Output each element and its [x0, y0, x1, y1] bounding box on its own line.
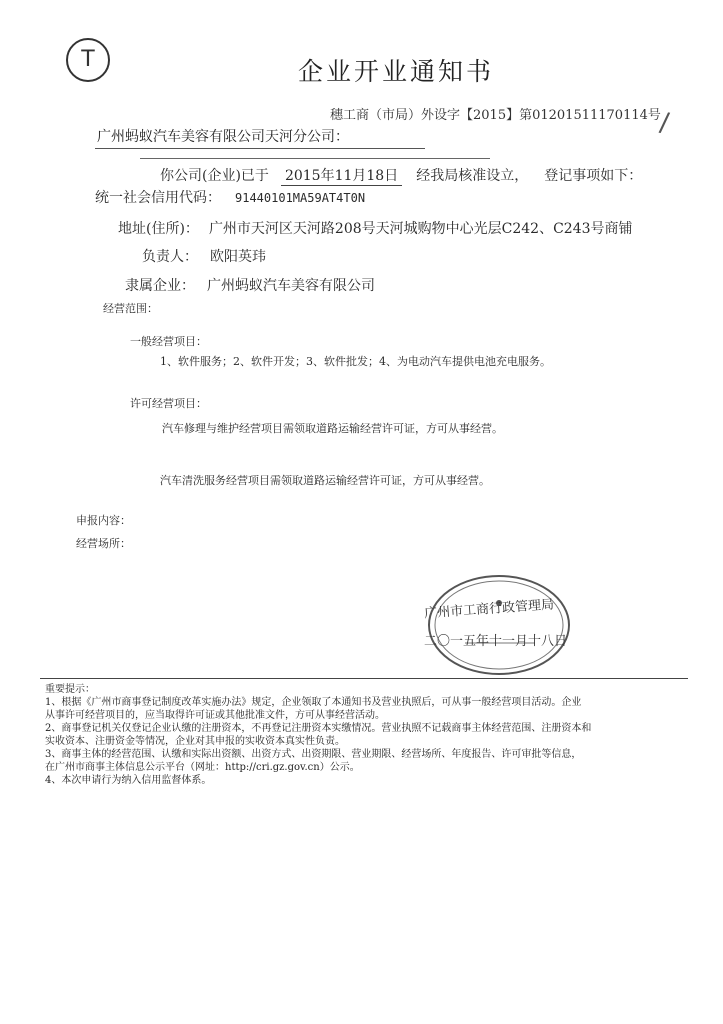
- important-notes: [45, 683, 685, 787]
- recipient-company: 广州蚂蚁汽车美容有限公司天河分公司：: [97, 129, 349, 145]
- business-place-label: 经营场所：: [76, 537, 131, 550]
- official-seal: [425, 573, 573, 678]
- notice-suffix: 登记事项如下：: [544, 168, 643, 184]
- permit-item-repair: 汽车修理与维护经营项目需领取道路运输经营许可证，方可从事经营。: [162, 422, 503, 435]
- person-label: 负责人：: [142, 249, 198, 265]
- notes-heading: 重要提示：: [45, 684, 95, 695]
- person-value: 欧阳英玮: [210, 249, 266, 265]
- general-items-text: 1、软件服务；2、软件开发；3、软件批发；4、为电动汽车提供电池充电服务。: [160, 355, 551, 368]
- notes-item: 4、本次申请行为纳入信用监督体系。: [45, 775, 212, 786]
- recipient-underline: [95, 148, 425, 149]
- seal-issuer: 广州市工商行政管理局: [423, 597, 555, 622]
- credit-code-row: [95, 187, 365, 207]
- affiliation-row: [125, 275, 375, 295]
- address-label: 地址(住所)：: [118, 221, 199, 237]
- notice-prefix: 你公司(企业)已于: [160, 168, 269, 184]
- notes-item: 3、商事主体的经营范围、认缴和实际出资额、出资方式、出资期限、营业期限、经营场所、年度报告、许可审批等信息，: [45, 749, 582, 760]
- person-in-charge-row: [142, 246, 266, 266]
- affiliation-label: 隶属企业：: [125, 278, 195, 294]
- circle-t-mark: T: [66, 38, 110, 82]
- general-items-label: 一般经营项目：: [130, 335, 207, 348]
- notes-divider: [40, 678, 688, 679]
- permit-item-washing: 汽车清洗服务经营项目需领取道路运输经营许可证，方可从事经营。: [160, 474, 490, 487]
- notice-sentence: [160, 165, 642, 186]
- document-title: 企业开业通知书: [298, 57, 495, 86]
- establishment-date: 2015年11月18日: [281, 165, 402, 186]
- notice-underline: [140, 158, 490, 159]
- permit-items-label: 许可经营项目：: [130, 397, 207, 410]
- document-number: 穗工商（市局）外设字【2015】第01201511170114号: [330, 108, 661, 123]
- notice-middle: 经我局核准设立，: [416, 168, 529, 184]
- notes-item: 实收资本、注册资金等情况，企业对其申报的实收资本真实性负责。: [45, 736, 345, 747]
- notes-item: 2、商事登记机关仅登记企业认缴的注册资本，不再登记注册资本实缴情况。营业执照不记载商事主体经营范围、注册资本和: [45, 723, 592, 734]
- business-scope-label: 经营范围：: [103, 302, 158, 315]
- address-value: 广州市天河区天河路208号天河城购物中心光层C242、C243号商铺: [208, 221, 633, 237]
- report-content-label: 申报内容：: [76, 514, 131, 527]
- seal-outer-ring: [429, 576, 569, 674]
- affiliation-value: 广州蚂蚁汽车美容有限公司: [207, 278, 375, 294]
- handwritten-slash-mark: /: [657, 107, 671, 139]
- notes-item: 在广州市商事主体信息公示平台（网址：http://cri.gz.gov.cn）公示。: [45, 762, 360, 773]
- notes-item: 1、根据《广州市商事登记制度改革实施办法》规定，企业领取了本通知书及营业执照后，可从事一般经营项目活动。企业: [45, 697, 582, 708]
- address-row: [118, 218, 633, 238]
- notes-item: 从事许可经营项目的，应当取得许可证或其他批准文件，方可从事经营活动。: [45, 710, 385, 721]
- credit-code-label: 统一社会信用代码：: [95, 190, 221, 206]
- credit-code-value: 91440101MA59AT4T0N: [235, 191, 366, 205]
- issue-date: 二〇一五年十一月十八日: [424, 634, 568, 649]
